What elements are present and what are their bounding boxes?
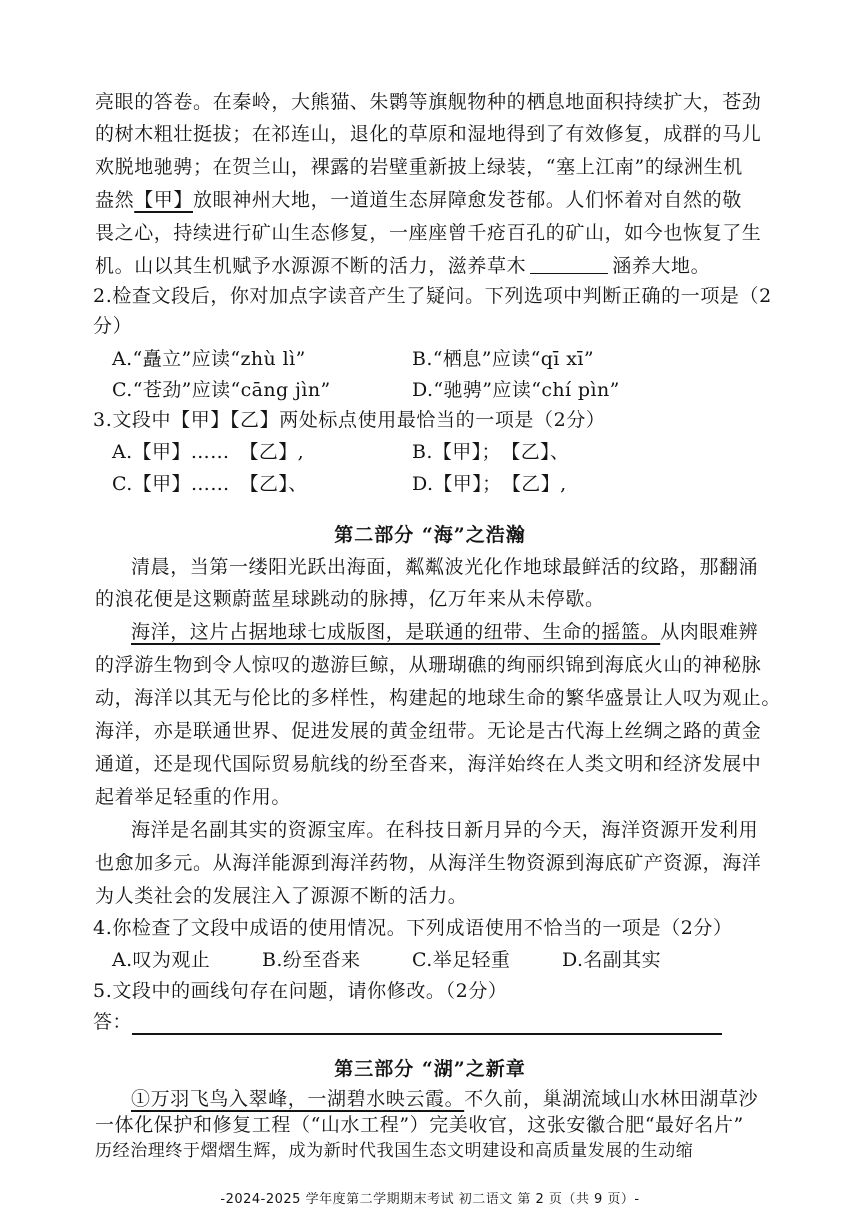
q2-option-c: C.“苍劲”应读“cāng jìn” xyxy=(112,379,331,401)
passage-line: 的浪花便是这颗蔚蓝星球跳动的脉搏，亿万年来从未停歇。 xyxy=(95,588,605,610)
passage-line: 一体化保护和修复工程（“山水工程”）完美收官，这张安徽合肥“最好名片” xyxy=(95,1114,744,1136)
passage-line: 欢脱地驰骋；在贺兰山，裸露的岩壁重新披上绿装，“塞上江南”的绿洲生机 xyxy=(95,156,743,178)
question-5-stem: 5.文段中的画线句存在问题，请你修改。（2分） xyxy=(93,980,508,1002)
q2-option-b: B.“栖息”应读“qī xī” xyxy=(412,348,594,370)
question-2-stem-cont: 分） xyxy=(93,315,133,337)
passage-text: 放眼神州大地，一道道生态屏障愈发苍郁。人们怀着对自然的敬 xyxy=(193,189,742,211)
q4-option-c: C.举足轻重 xyxy=(412,949,511,971)
passage-line: 为人类社会的发展注入了源源不断的活力。 xyxy=(95,885,468,907)
question-4-stem: 4.你检查了文段中成语的使用情况。下列成语使用不恰当的一项是（2分） xyxy=(93,917,733,939)
underlined-sentence: 海洋，这片占据地球七成版图，是联通的纽带、生命的摇篮。 xyxy=(131,621,661,643)
q3-option-d: D.【甲】； 【乙】, xyxy=(412,473,567,495)
q4-option-b: B.纷至沓来 xyxy=(262,949,361,971)
passage-line: 海洋，亦是联通世界、促进发展的黄金纽带。无论是古代海上丝绸之路的黄金 xyxy=(95,720,762,742)
passage-line: 历经治理终于熠熠生辉，成为新时代我国生态文明建设和高质量发展的生动缩 xyxy=(95,1141,694,1161)
passage-line: 也愈加多元。从海洋能源到海洋药物，从海洋生物资源到海底矿产资源，海洋 xyxy=(95,852,762,874)
passage-line: 畏之心，持续进行矿山生态修复，一座座曾千疮百孔的矿山，如今也恢复了生 xyxy=(95,222,762,244)
passage-line-with-blank xyxy=(95,251,735,281)
part-2-title: 第二部分 “海”之浩瀚 xyxy=(334,524,526,546)
passage-line: 的浮游生物到令人惊叹的遨游巨鲸，从珊瑚礁的绚丽织锦到海底火山的神秘脉 xyxy=(95,654,762,676)
passage-text: 机。山以其生机赋予水源源不断的活力，滋养草木 xyxy=(95,255,527,277)
underlined-sentence-1: ①万羽飞鸟入翠峰，一湖碧水映云霞。 xyxy=(131,1088,465,1110)
q4-option-a: A.叹为观止 xyxy=(112,949,211,971)
passage-line: 通道，还是现代国际贸易航线的纷至沓来，海洋始终在人类文明和经济发展中 xyxy=(95,753,762,775)
passage-text: 涵养大地。 xyxy=(612,255,711,277)
q3-option-b: B.【甲】； 【乙】、 xyxy=(412,441,570,463)
question-2-stem: 2.检查文段后，你对加点字读音产生了疑问。下列选项中判断正确的一项是（2 xyxy=(93,285,772,307)
mark-jia: 【甲】 xyxy=(134,189,194,211)
passage-line-underlined xyxy=(131,617,759,647)
passage-text: 盎然 xyxy=(95,189,135,211)
question-3-stem: 3.文段中【甲】【乙】两处标点使用最恰当的一项是（2分） xyxy=(93,409,606,431)
passage-line: 起着举足轻重的作用。 xyxy=(95,786,292,808)
part-3-title: 第三部分 “湖”之新章 xyxy=(334,1058,526,1080)
passage-line-with-mark xyxy=(95,185,742,215)
q2-option-a: A.“矗立”应读“zhù lì” xyxy=(112,348,306,370)
q2-option-d: D.“驰骋”应读“chí pìn” xyxy=(412,379,620,401)
q4-option-d: D.名副其实 xyxy=(562,949,661,971)
q3-option-a: A.【甲】…… 【乙】, xyxy=(112,441,305,463)
passage-line: 的树木粗壮挺拔；在祁连山，退化的草原和湿地得到了有效修复，成群的马儿 xyxy=(95,123,762,145)
blank-yi xyxy=(530,253,608,274)
passage-line: 亮眼的答卷。在秦岭，大熊猫、朱鹮等旗舰物种的栖息地面积持续扩大，苍劲 xyxy=(95,91,762,113)
page-footer: -2024-2025 学年度第二学期期末考试 初二语文 第 2 页（共 9 页）- xyxy=(220,1192,640,1207)
passage-line: 动，海洋以其无与伦比的多样性，构建起的地球生命的繁华盛景让人叹为观止。 xyxy=(95,687,782,709)
passage-text: 不久前，巢湖流域山水林田湖草沙 xyxy=(464,1088,759,1110)
answer-label: 答： xyxy=(93,1011,132,1033)
answer-line xyxy=(132,1033,722,1035)
passage-text: 从肉眼难辨 xyxy=(660,621,759,643)
passage-line: 清晨，当第一缕阳光跃出海面，粼粼波光化作地球最鲜活的纹路，那翻涌 xyxy=(131,556,759,578)
passage-line: 海洋是名副其实的资源宝库。在科技日新月异的今天，海洋资源开发利用 xyxy=(131,819,759,841)
q3-option-c: C.【甲】…… 【乙】、 xyxy=(112,473,308,495)
